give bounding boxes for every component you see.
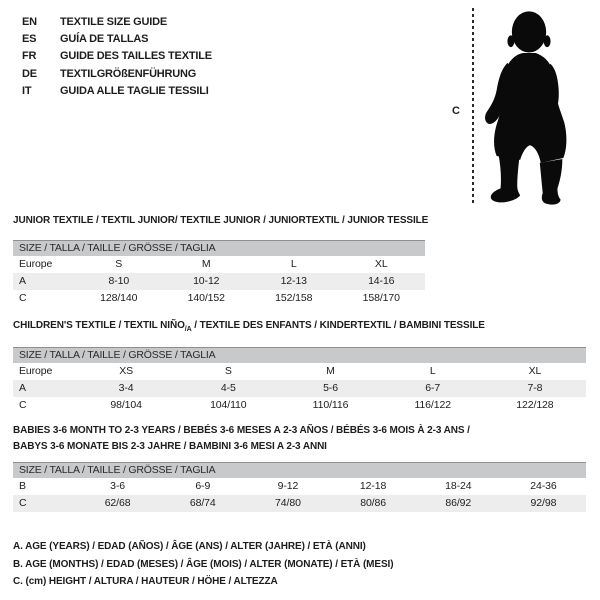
value-cell: 152/158 [275,292,313,304]
children-title-prefix: CHILDREN'S TEXTILE / TEXTIL NIÑO [13,320,185,331]
note-age-months: B. AGE (MONTHS) / EDAD (MESES) / ÂGE (MOIS) / ALTER (MONATE) / ETÀ (MESI) [13,558,394,570]
value-cell: 8-10 [108,275,130,287]
language-title-list [22,13,212,99]
size-cell: S [115,258,123,270]
size-cell: M [326,365,335,377]
value-cell: 14-16 [368,275,395,287]
junior-table-title: JUNIOR TEXTILE / TEXTIL JUNIOR/ TEXTILE JUNIOR / JUNIORTEXTIL / JUNIOR TESSILE [13,215,429,226]
size-cell: L [429,365,436,377]
legend-notes [13,538,393,591]
language-row [22,13,212,30]
value-cell: 128/140 [100,292,138,304]
guide-title: GUÍA DE TALLAS [60,32,149,45]
guide-title: GUIDA ALLE TAGLIE TESSILI [60,84,209,97]
guide-title: GUIDE DES TAILLES TEXTILE [60,50,212,63]
guide-title: TEXTILGRÖßENFÜHRUNG [60,67,197,80]
value-cell: 4-5 [220,382,236,394]
row-label: A [19,275,26,287]
table-row-height [13,397,586,414]
size-cell: M [201,258,211,270]
size-cell: XS [119,365,133,377]
value-cell: 98/104 [110,399,142,411]
language-code: DE [22,67,37,80]
table-row-age [13,273,425,290]
table-row-age [13,478,586,495]
babies-table-title-line1: BABIES 3-6 MONTH TO 2-3 YEARS / BEBÉS 3-6 MESES A 2-3 AÑOS / BÉBÉS 3-6 MOIS À 2-3 ANS / [13,425,470,436]
value-cell: 104/110 [210,399,247,411]
baby-silhouette-icon [479,4,579,207]
children-title-suffix: / TEXTILE DES ENFANTS / KINDERTEXTIL / BAMBINI TESSILE [191,320,485,331]
value-cell: 9-12 [277,480,299,492]
babies-table-title-line2: BABYS 3-6 MONATE BIS 2-3 JAHRE / BAMBINI 3-6 MESI A 2-3 ANNI [13,441,327,452]
note-height-cm: C. (cm) HEIGHT / ALTURA / HAUTEUR / HÖHE / ALTEZZA [13,576,278,588]
value-cell: 3-6 [110,480,126,492]
size-cell: S [224,365,232,377]
value-cell: 6-7 [425,382,441,394]
table-row-age [13,380,586,397]
value-cell: 116/122 [414,399,451,411]
language-row [22,30,212,47]
language-code: IT [22,84,32,97]
value-cell: 122/128 [516,399,554,411]
language-code: FR [22,50,37,63]
children-table [13,347,586,414]
language-row [22,82,212,99]
row-label: Europe [19,365,53,377]
note-age-years: A. AGE (YEARS) / EDAD (AÑOS) / ÂGE (ANS) / ALTER (JAHRE) / ETÀ (ANNI) [13,541,366,552]
size-cell: XL [374,258,388,270]
size-header-bar: SIZE / TALLA / TAILLE / GRÖSSE / TAGLIA [13,347,586,363]
row-label: B [19,480,26,492]
height-measure-label: C [452,105,460,117]
language-code: EN [22,15,37,28]
row-label: A [19,382,26,394]
value-cell: 6-9 [195,480,211,492]
value-cell: 5-6 [323,382,338,394]
table-row-height [13,495,586,512]
table-row-sizes [13,256,425,273]
table-row-sizes [13,363,586,380]
row-label: Europe [19,258,53,270]
value-cell: 140/152 [187,292,225,304]
junior-table [13,240,425,307]
children-table-title [13,320,485,333]
value-cell: 24-36 [530,480,557,492]
size-cell: L [290,258,297,270]
value-cell: 110/116 [312,399,349,411]
height-measure-line [472,8,474,206]
babies-table [13,462,586,512]
row-label: C [19,292,27,304]
guide-title: TEXTILE SIZE GUIDE [60,15,168,28]
value-cell: 3-4 [118,382,134,394]
value-cell: 18-24 [445,480,472,492]
value-cell: 12-13 [280,275,307,287]
value-cell: 12-18 [359,480,387,492]
value-cell: 80/86 [360,497,386,509]
value-cell: 92/98 [530,497,557,509]
value-cell: 10-12 [193,275,220,287]
value-cell: 7-8 [527,382,543,394]
size-cell: XL [528,365,542,377]
language-row [22,48,212,65]
value-cell: 74/80 [275,497,301,509]
table-row-height [13,290,425,307]
value-cell: 68/74 [189,497,216,509]
language-row [22,65,212,82]
size-header-bar: SIZE / TALLA / TAILLE / GRÖSSE / TAGLIA [13,240,425,256]
row-label: C [19,497,27,509]
language-code: ES [22,32,37,45]
value-cell: 86/92 [445,497,472,509]
children-title-subscript: /A [184,326,192,333]
value-cell: 62/68 [104,497,131,509]
size-header-bar: SIZE / TALLA / TAILLE / GRÖSSE / TAGLIA [13,462,586,478]
value-cell: 158/170 [362,292,400,304]
row-label: C [19,399,27,411]
